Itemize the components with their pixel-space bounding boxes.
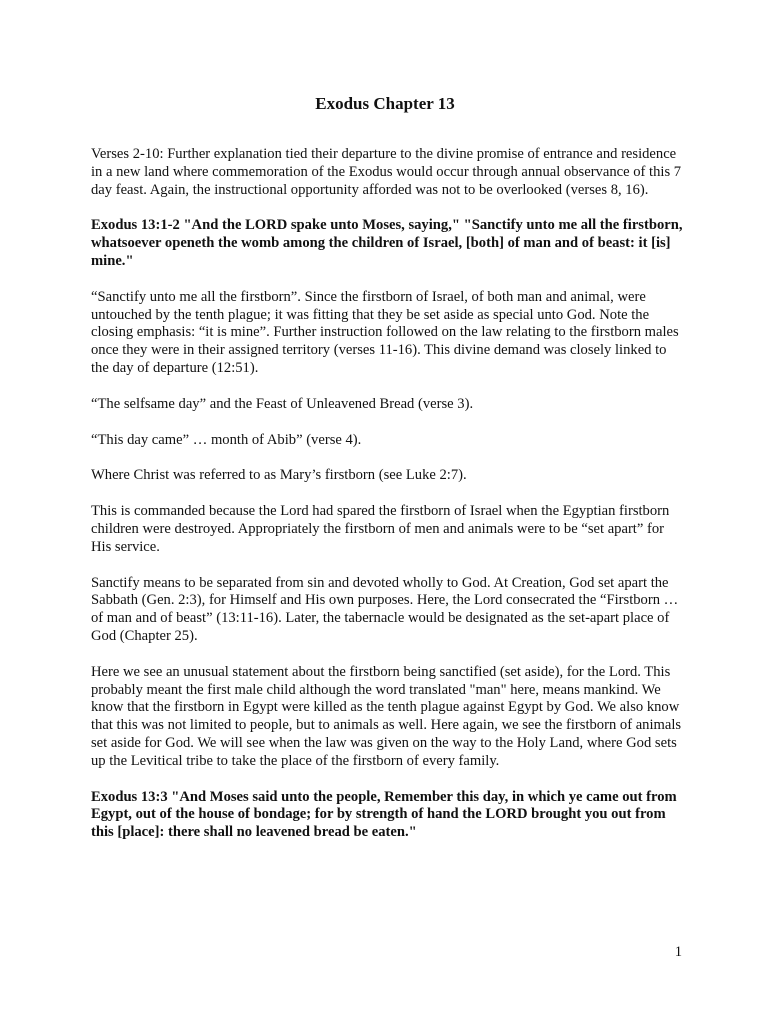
paragraph-verses-2-10-intro: Verses 2-10: Further explanation tied their departure to the divine promise of entrance and residence in a new land where commemoration of the Exodus would occur through annual observance of this 7 day feast. Again, the instructional opportunity afforded was not to be overlooked (verses 8, 16). (91, 146, 682, 198)
paragraph-this-day-came: “This day came” … month of Abib” (verse 4). (91, 431, 362, 448)
paragraph-unusual-statement: Here we see an unusual statement about the firstborn being sanctified (set aside), for the Lord. This probably meant the first male child although the word translated "man" here, means mankind. We know that the firstborn in Egypt were killed as the tenth plague against Egypt by God. We also know that this was not limited to people, but to animals as well. Here again, we see the firstborn of animals set aside for God. We will see when the law was given on the way to the Holy Land, where God sets up the Levitical tribe to take the place of the firstborn of every family. (91, 663, 682, 769)
paragraph-commanded-because: This is commanded because the Lord had spared the firstborn of Israel when the Egyptian firstborn children were destroyed. Appropriately the firstborn of men and animals were to be “set apart” for His service. (91, 503, 670, 555)
paragraph-selfsame-day: “The selfsame day” and the Feast of Unleavened Bread (verse 3). (91, 395, 474, 412)
scripture-exodus-13-3: Exodus 13:3 "And Moses said unto the people, Remember this day, in which ye came out from Egypt, out of the house of bondage; for by strength of hand the LORD brought you out from this [place]: there shall no leavened bread be eaten." (91, 788, 677, 841)
paragraph-sanctify-firstborn: “Sanctify unto me all the firstborn”. Since the firstborn of Israel, of both man and animal, were untouched by the tenth plague; it was fitting that they be set aside as special unto God. Note the closing emphasis: “it is mine”. Further instruction followed on the law relating to the firstborn males once they were in their assigned territory (verses 11-16). This divine demand was closely linked to the day of departure (12:51). (91, 288, 679, 376)
page-title: Exodus Chapter 13 (315, 94, 455, 113)
paragraph-sanctify-means: Sanctify means to be separated from sin and devoted wholly to God. At Creation, God set apart the Sabbath (Gen. 2:3), for Himself and His own purposes. Here, the Lord consecrated the “Firstborn … of man and of beast” (13:11-16). Later, the tabernacle would be designated as the set-apart place of God (Chapter 25). (91, 574, 679, 644)
document-body (91, 146, 683, 860)
paragraph-christ-firstborn: Where Christ was referred to as Mary’s firstborn (see Luke 2:7). (91, 467, 467, 484)
page-number: 1 (674, 944, 682, 960)
scripture-exodus-13-1-2: Exodus 13:1-2 "And the LORD spake unto Moses, saying," "Sanctify unto me all the firstborn, whatsoever openeth the womb among the children of Israel, [both] of man and of beast: it [is] mine." (91, 217, 683, 269)
